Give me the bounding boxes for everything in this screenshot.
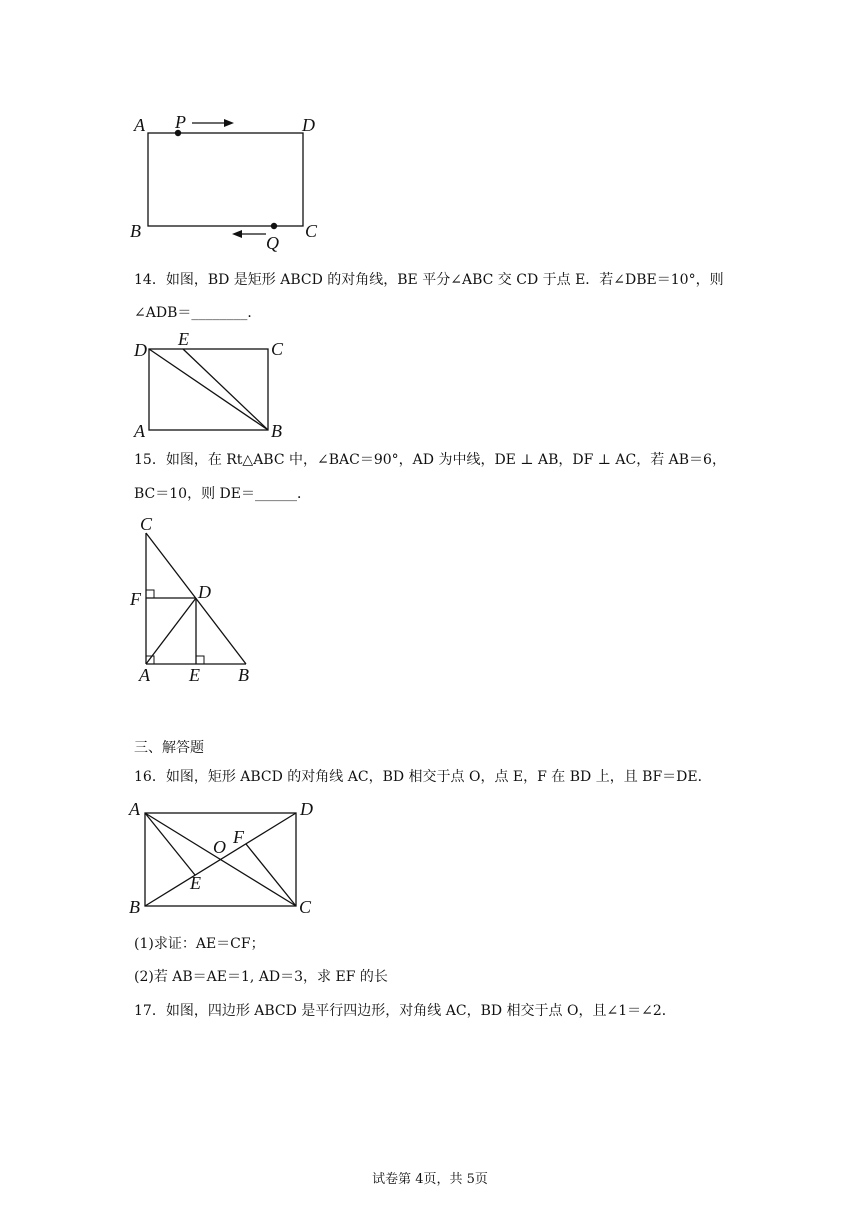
label-f: F bbox=[130, 589, 141, 609]
label-e: E bbox=[190, 873, 201, 893]
label-d: D bbox=[300, 799, 313, 819]
q16-part1: (1)求证：AE＝CF； bbox=[134, 936, 265, 952]
q14-line2: ∠ADB＝________． bbox=[134, 305, 262, 321]
q15-line2: BC＝10，则 DE＝______． bbox=[134, 486, 311, 502]
section-title: 三、解答题 bbox=[134, 740, 204, 756]
label-b: B bbox=[130, 221, 141, 241]
segment-ae bbox=[145, 813, 195, 875]
label-f: F bbox=[233, 827, 244, 847]
label-q: Q bbox=[266, 233, 279, 253]
q14-line1: 14．如图，BD 是矩形 ABCD 的对角线，BE 平分∠ABC 交 CD 于点 E．若∠DBE＝10°，则 bbox=[134, 272, 724, 288]
q16-line1: 16．如图，矩形 ABCD 的对角线 AC，BD 相交于点 O，点 E，F 在 BD 上，且 BF＝DE． bbox=[134, 769, 712, 785]
label-b: B bbox=[271, 421, 282, 441]
segment-cf bbox=[246, 844, 296, 906]
page-footer: 试卷第 4页，共 5页 bbox=[372, 1172, 488, 1187]
label-a: A bbox=[139, 665, 150, 685]
q15-line1: 15．如图，在 Rt△ABC 中，∠BAC＝90°，AD 为中线，DE ⊥ AB，DF ⊥ AC，若 AB＝6， bbox=[134, 452, 726, 468]
label-c: C bbox=[271, 339, 284, 359]
label-b: B bbox=[129, 897, 140, 917]
label-a: A bbox=[134, 421, 145, 441]
label-c: C bbox=[299, 897, 312, 917]
label-a: A bbox=[129, 799, 140, 819]
label-b: B bbox=[238, 665, 249, 685]
q16-part2: (2)若 AB＝AE＝1, AD＝3，求 EF 的长 bbox=[134, 969, 388, 985]
label-d: D bbox=[302, 115, 315, 135]
label-c: C bbox=[140, 514, 153, 534]
label-o: O bbox=[213, 837, 226, 857]
label-e: E bbox=[189, 665, 200, 685]
label-a: A bbox=[134, 115, 145, 135]
q17-line1: 17．如图，四边形 ABCD 是平行四边形，对角线 AC，BD 相交于点 O，且∠1＝∠2． bbox=[134, 1003, 676, 1019]
label-c: C bbox=[305, 221, 318, 241]
label-e: E bbox=[178, 329, 189, 349]
label-p: P bbox=[175, 112, 186, 132]
label-d: D bbox=[198, 582, 211, 602]
label-d: D bbox=[134, 340, 147, 360]
